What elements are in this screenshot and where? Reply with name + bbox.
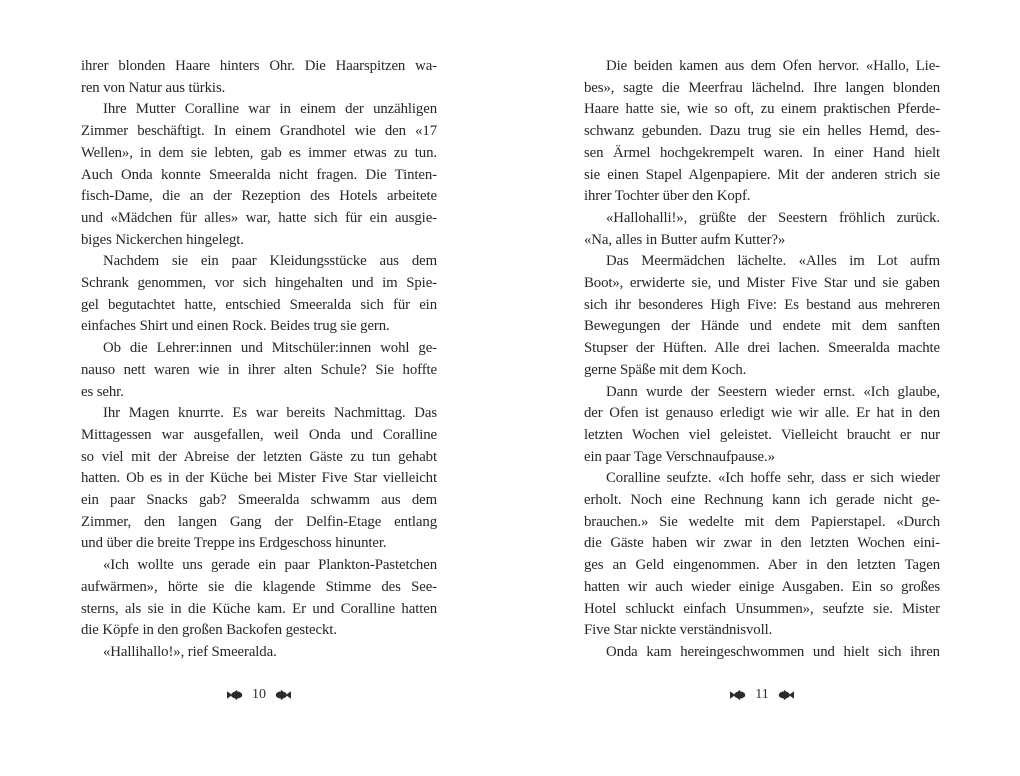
text-line: hatten. Ob es in der Küche bei Mister Five Star vielleicht xyxy=(81,470,437,487)
text-line: schwanz gebunden. Dazu trug sie ein helles Hemd, des- xyxy=(584,123,940,140)
text-line: biges Nickerchen hingelegt. xyxy=(81,231,244,248)
text-line: und «Mädchen für alles» war, hatte sich für ein ausgie- xyxy=(81,209,437,226)
text-line: Ob die Lehrer:innen und Mitschüler:innen wohl ge- xyxy=(103,340,437,357)
text-line: gerne Späße mit dem Koch. xyxy=(584,361,747,378)
text-line: Bewegungen der Hände und endete mit dem sanften xyxy=(584,318,940,335)
text-line: fisch-Dame, die an der Rezeption des Hotels arbeitete xyxy=(81,188,437,205)
text-line: Coralline seufzte. «Ich hoffe sehr, dass er sich wieder xyxy=(606,470,940,487)
page-number: 11 xyxy=(755,686,769,702)
text-line: Stupser der Hüften. Alle drei lachen. Smeeralda machte xyxy=(584,340,940,357)
text-line: Ihr Magen knurrte. Es war bereits Nachmittag. Das xyxy=(103,405,437,422)
page-text xyxy=(584,56,940,664)
text-line: hatten wir auch wieder einige Ausgaben. Ein so großes xyxy=(584,578,940,595)
fish-ornament-icon xyxy=(778,689,795,701)
text-line: Schrank genommen, vor sich hingehalten und im Spie- xyxy=(81,275,437,292)
text-line: erholt. Noch eine Rechnung kann ich gerade nicht ge- xyxy=(584,492,940,509)
text-line: Mittagessen war ausgefallen, weil Onda und Coralline xyxy=(81,426,437,443)
text-line: ihrer blonden Haare hinters Ohr. Die Haarspitzen wa- xyxy=(81,58,437,74)
text-line: es sehr. xyxy=(81,383,124,400)
text-line: Ihre Mutter Coralline war in einem der unzähligen xyxy=(103,101,437,118)
book-page-right xyxy=(584,56,940,776)
text-line: aufwärmen», hörte sie die klagende Stimme des See- xyxy=(81,578,437,595)
page-footer xyxy=(81,688,437,702)
text-line: sich ihr besonderes High Five: Es bestand aus mehreren xyxy=(584,296,940,313)
text-line: Zimmer beschäftigt. In einem Grandhotel wie den «17 xyxy=(81,123,437,140)
text-line: Auch Onda konnte Smeeralda nicht fragen. Die Tinten- xyxy=(81,166,437,183)
text-line: Wellen», in dem sie lebten, gab es immer etwas zu tun. xyxy=(81,144,437,161)
page-number: 10 xyxy=(252,686,266,702)
text-line: Five Star nickte verständnisvoll. xyxy=(584,622,773,639)
text-line: die Köpfe in den großen Backofen gesteckt. xyxy=(81,622,337,639)
text-line: bes», sagte die Meerfrau lächelnd. Ihre langen blonden xyxy=(584,79,940,96)
fish-ornament-icon xyxy=(729,689,746,701)
text-line: Haare hatte sie, wie so oft, zu einem praktischen Pferde- xyxy=(584,101,940,118)
text-line: brauchen.» Sie wedelte mit dem Papierstapel. «Durch xyxy=(584,513,940,530)
text-line: Boot», erwiderte sie, und Mister Five Star und sie gaben xyxy=(584,275,940,292)
fish-ornament-icon xyxy=(226,689,243,701)
text-line: nauso nett waren wie in ihrer alten Schule? Sie hoffte xyxy=(81,361,437,378)
text-line: und über die breite Treppe ins Erdgeschoss hinunter. xyxy=(81,535,387,552)
page-text xyxy=(81,56,437,664)
text-line: Nachdem sie ein paar Kleidungsstücke aus dem xyxy=(103,253,437,270)
text-line: Die beiden kamen aus dem Ofen hervor. «Hallo, Lie- xyxy=(606,58,940,74)
text-line: «Na, alles in Butter aufm Kutter?» xyxy=(584,231,786,248)
text-line: «Hallohalli!», grüßte der Seestern fröhlich zurück. xyxy=(606,209,940,226)
text-line: so viel mit der Abreise der letzten Gäste zu tun gehabt xyxy=(81,448,437,465)
text-line: letzten Wochen viel geleistet. Vielleicht braucht er nur xyxy=(584,426,940,443)
text-line: der Ofen ist genauso erledigt wie wir alle. Er hat in den xyxy=(584,405,940,422)
text-line: die Gäste haben wir zwar in den letzten Wochen eini- xyxy=(584,535,940,552)
text-line: «Ich wollte uns gerade ein paar Plankton-Pastetchen xyxy=(103,557,437,574)
book-page-left xyxy=(81,56,437,776)
page-footer xyxy=(584,688,940,702)
text-line: sen Ärmel hochgekrempelt waren. In einer Hand hielt xyxy=(584,144,940,161)
text-line: einfaches Shirt und einen Rock. Beides trug sie gern. xyxy=(81,318,390,335)
text-line: sie einen Stapel Algenpapiere. Mit der anderen strich sie xyxy=(584,166,940,183)
text-line: Das Meermädchen lächelte. «Alles im Lot aufm xyxy=(606,253,940,270)
text-line: ein paar Tage Verschnaufpause.» xyxy=(584,448,775,465)
text-line: Dann wurde der Seestern wieder ernst. «Ich glaube, xyxy=(606,383,940,400)
text-line: sterns, als sie in die Küche kam. Er und Coralline hatten xyxy=(81,600,437,617)
text-line: «Hallihallo!», rief Smeeralda. xyxy=(103,643,277,660)
text-line: gel begutachtet hatte, entschied Smeeralda sich für ein xyxy=(81,296,437,313)
text-line: ren von Natur aus türkis. xyxy=(81,79,226,96)
text-line: ein paar Snacks gab? Smeeralda schwamm aus dem xyxy=(81,492,437,509)
text-line: Zimmer, den langen Gang der Delfin-Etage entlang xyxy=(81,513,437,530)
fish-ornament-icon xyxy=(275,689,292,701)
text-line: Hotel schluckt einfach Unsummen», seufzte sie. Mister xyxy=(584,600,940,617)
text-line: ihrer Tochter über den Kopf. xyxy=(584,188,751,205)
text-line: Onda kam hereingeschwommen und hielt sich ihren xyxy=(606,643,940,660)
text-line: ges an Geld eingenommen. Aber in den letzten Tagen xyxy=(584,557,940,574)
